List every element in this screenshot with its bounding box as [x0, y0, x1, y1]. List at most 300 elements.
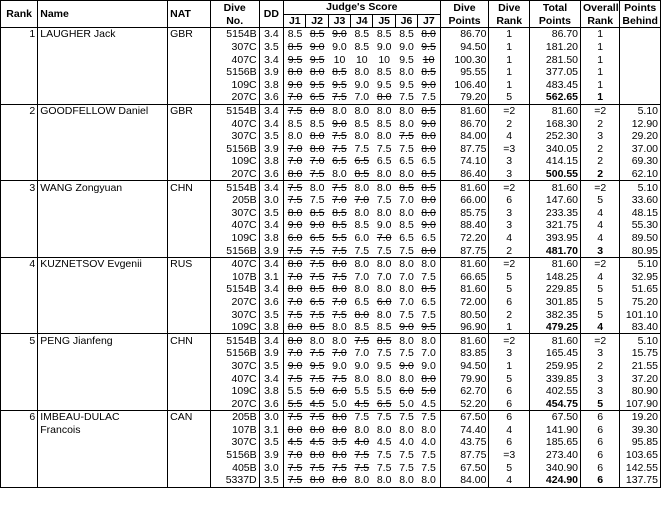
- judge-score-j6: 8.0: [399, 423, 414, 436]
- athlete-rank: 1: [1, 28, 38, 41]
- judge-score-j1: 8.0: [284, 321, 306, 334]
- athlete-nat: [168, 244, 211, 257]
- judge-score-j2: 8.5: [306, 28, 328, 41]
- athlete-name: [38, 79, 168, 92]
- judge-score-j5: 9.0: [376, 41, 392, 54]
- dive-number: 109C: [210, 155, 259, 168]
- dive-points: 84.00: [440, 474, 489, 487]
- degree-of-difficulty: 3.4: [259, 372, 283, 385]
- points-behind: 80.95: [620, 244, 661, 257]
- dive-rank: 4: [489, 130, 529, 143]
- points-behind: 89.50: [620, 232, 661, 245]
- judge-score-j2: 7.5: [306, 244, 328, 257]
- dive-points: 96.90: [440, 321, 489, 334]
- judge-score-j5: 7.5: [376, 347, 392, 360]
- dive-rank: 6: [489, 436, 529, 449]
- degree-of-difficulty: 3.0: [259, 461, 283, 474]
- table-row: [1, 244, 661, 257]
- athlete-nat: [168, 296, 211, 309]
- degree-of-difficulty: 3.4: [259, 53, 283, 66]
- dive-rank: =2: [489, 257, 529, 270]
- overall-rank: 1: [581, 53, 620, 66]
- judge-score-j4: 4.0: [354, 436, 370, 449]
- degree-of-difficulty: 3.4: [259, 117, 283, 130]
- dive-rank: 6: [489, 296, 529, 309]
- judge-score-j6: 8.0: [395, 104, 417, 117]
- header-j5: J5: [373, 14, 395, 28]
- judge-score-j1: 9.0: [284, 360, 306, 373]
- athlete-name: [38, 397, 168, 410]
- dive-points: 67.50: [440, 461, 489, 474]
- judge-score-j1: 7.0: [284, 270, 306, 283]
- points-behind: 37.00: [620, 143, 661, 156]
- judge-score-j5: 8.5: [373, 28, 395, 41]
- athlete-nat: [168, 207, 211, 220]
- judge-score-j3: 7.5: [332, 461, 347, 474]
- header-dive-no-2: No.: [210, 14, 259, 28]
- judge-score-j4: 7.5: [351, 411, 373, 424]
- judge-score-j2: 9.5: [309, 53, 325, 66]
- judge-score-j6: 7.5: [399, 461, 414, 474]
- dive-rank: 1: [489, 41, 529, 54]
- judge-score-j4: 7.0: [354, 347, 370, 360]
- header-j7: J7: [418, 14, 440, 28]
- degree-of-difficulty: 3.4: [259, 28, 283, 41]
- athlete-rank: [1, 219, 38, 232]
- dive-rank: 6: [489, 411, 529, 424]
- judge-score-j7: 8.5: [418, 66, 440, 79]
- table-row: [1, 194, 661, 207]
- points-behind: 95.85: [620, 436, 661, 449]
- judge-score-j2: 8.5: [309, 117, 325, 130]
- degree-of-difficulty: 3.8: [259, 79, 283, 92]
- header-overall-rank-1: Overall: [581, 1, 620, 15]
- header-j1: J1: [284, 14, 306, 28]
- dive-rank: 1: [489, 28, 529, 41]
- header-total-points-1: Total: [529, 1, 580, 15]
- judge-score-j2: 8.5: [309, 283, 325, 296]
- judge-score-j2: 7.5: [309, 372, 325, 385]
- judge-score-j1: 7.0: [284, 296, 306, 309]
- judge-score-j4: 8.0: [354, 283, 370, 296]
- judge-score-j6: 9.0: [395, 321, 417, 334]
- overall-rank: 1: [581, 41, 620, 54]
- total-points: 281.50: [529, 53, 580, 66]
- judge-score-j3: 7.5: [332, 130, 347, 143]
- dive-points: 87.75: [440, 244, 489, 257]
- athlete-name: [38, 143, 168, 156]
- judge-score-j7: 8.0: [418, 334, 440, 347]
- points-behind: 142.55: [620, 461, 661, 474]
- athlete-rank: [1, 424, 38, 437]
- judge-score-j4: 8.5: [351, 321, 373, 334]
- judge-score-j5: 8.0: [376, 423, 392, 436]
- dive-number: 107B: [210, 424, 259, 437]
- dive-rank: 5: [489, 91, 529, 104]
- header-j3: J3: [328, 14, 350, 28]
- dive-number: 5156B: [210, 143, 259, 156]
- overall-rank: 5: [581, 296, 620, 309]
- overall-rank: 5: [581, 194, 620, 207]
- judge-score-j6: 7.0: [399, 295, 414, 308]
- judge-score-j1: 7.5: [284, 181, 306, 194]
- dive-rank: =3: [489, 449, 529, 462]
- dive-rank: 5: [489, 270, 529, 283]
- header-points-behind-2: Behind: [620, 14, 661, 28]
- athlete-nat: [168, 308, 211, 321]
- judge-score-j1: 8.0: [284, 207, 306, 220]
- judge-score-j3: 5.0: [328, 397, 350, 410]
- judge-score-j3: 8.5: [332, 219, 347, 232]
- dive-rank: 6: [489, 194, 529, 207]
- judge-score-j7: 8.0: [418, 474, 440, 487]
- total-points: 562.65: [529, 91, 580, 104]
- judge-score-j6: 8.0: [395, 474, 417, 487]
- total-points: 321.75: [529, 219, 580, 232]
- dive-points: 72.00: [440, 296, 489, 309]
- athlete-rank: [1, 347, 38, 360]
- points-behind: 80.90: [620, 385, 661, 398]
- table-row: [1, 168, 661, 181]
- overall-rank: 1: [581, 66, 620, 79]
- judge-score-j6: 8.0: [399, 372, 414, 385]
- judge-score-j2: 8.0: [306, 104, 328, 117]
- overall-rank: 3: [581, 244, 620, 257]
- dive-rank: 1: [489, 321, 529, 334]
- judge-score-j6: 8.0: [395, 257, 417, 270]
- athlete-name: [38, 308, 168, 321]
- judge-score-j6: 7.5: [399, 449, 414, 462]
- judge-score-j6: 9.5: [399, 53, 414, 66]
- judge-score-j2: 6.5: [309, 295, 325, 308]
- total-points: 481.70: [529, 244, 580, 257]
- judge-score-j2: 7.5: [309, 194, 325, 207]
- judge-score-j5: 6.0: [376, 295, 392, 308]
- judge-score-j2: 8.0: [309, 449, 325, 462]
- points-behind: 5.10: [620, 104, 661, 117]
- judge-score-j7: 4.5: [418, 397, 440, 410]
- dive-points: 86.70: [440, 117, 489, 130]
- judge-score-j6: 8.5: [395, 28, 417, 41]
- total-points: 168.30: [529, 117, 580, 130]
- table-row: [1, 66, 661, 79]
- athlete-name: [38, 207, 168, 220]
- judge-score-j3: 8.0: [332, 449, 347, 462]
- dive-rank: =2: [489, 181, 529, 194]
- judge-score-j4: 8.5: [351, 168, 373, 181]
- judge-score-j7: 9.0: [418, 360, 440, 373]
- judge-score-j7: 7.0: [418, 347, 440, 360]
- athlete-nat: [168, 360, 211, 373]
- header-dive-points-1: Dive: [440, 1, 489, 15]
- athlete-nat: [168, 372, 211, 385]
- judge-score-j7: 8.0: [418, 372, 440, 385]
- dive-number: 205B: [210, 194, 259, 207]
- total-points: 233.35: [529, 207, 580, 220]
- athlete-rank: [1, 155, 38, 168]
- athlete-rank: [1, 53, 38, 66]
- points-behind: 19.20: [620, 411, 661, 424]
- judge-score-j1: 9.5: [284, 53, 306, 66]
- judge-score-j5: 8.0: [373, 474, 395, 487]
- judge-score-j4: 8.0: [354, 308, 370, 321]
- judge-score-j1: 8.5: [284, 117, 306, 130]
- athlete-name: WANG Zongyuan: [38, 181, 168, 194]
- overall-rank: 2: [581, 168, 620, 181]
- athlete-rank: [1, 397, 38, 410]
- table-row: [1, 79, 661, 92]
- judge-score-j7: 8.0: [418, 207, 440, 220]
- dive-points: 81.60: [440, 334, 489, 347]
- judge-score-j1: 8.0: [284, 334, 306, 347]
- dive-rank: =2: [489, 334, 529, 347]
- dive-points: 74.40: [440, 424, 489, 437]
- degree-of-difficulty: 3.1: [259, 270, 283, 283]
- points-behind: [620, 28, 661, 41]
- athlete-name: KUZNETSOV Evgenii: [38, 257, 168, 270]
- athlete-rank: [1, 130, 38, 143]
- athlete-nat: [168, 117, 211, 130]
- overall-rank: =2: [581, 181, 620, 194]
- table-row: [1, 91, 661, 104]
- athlete-rank: [1, 308, 38, 321]
- athlete-nat: [168, 436, 211, 449]
- dive-points: 94.50: [440, 41, 489, 54]
- table-row: [1, 334, 661, 347]
- dive-number: 407C: [210, 219, 259, 232]
- total-points: 424.90: [529, 474, 580, 487]
- judge-score-j5: 8.0: [376, 206, 392, 219]
- judge-score-j4: 6.5: [354, 155, 370, 168]
- athlete-nat: [168, 283, 211, 296]
- total-points: 483.45: [529, 79, 580, 92]
- dive-number: 307C: [210, 308, 259, 321]
- athlete-rank: 3: [1, 181, 38, 194]
- judge-score-j7: 9.0: [418, 79, 440, 92]
- dive-number: 109C: [210, 385, 259, 398]
- judge-score-j5: 6.5: [373, 397, 395, 410]
- total-points: 148.25: [529, 270, 580, 283]
- points-behind: [620, 79, 661, 92]
- dive-rank: 3: [489, 168, 529, 181]
- athlete-rank: [1, 283, 38, 296]
- dive-points: 86.70: [440, 28, 489, 41]
- judge-score-j5: 7.0: [376, 231, 392, 244]
- athlete-nat: [168, 194, 211, 207]
- points-behind: 69.30: [620, 155, 661, 168]
- header-rank: Rank: [1, 1, 38, 28]
- dive-rank: 1: [489, 66, 529, 79]
- judge-score-j6: 6.0: [399, 385, 414, 398]
- judge-score-j7: 6.5: [418, 296, 440, 309]
- athlete-rank: 6: [1, 411, 38, 424]
- total-points: 141.90: [529, 424, 580, 437]
- header-row-1: [1, 1, 661, 15]
- degree-of-difficulty: 3.4: [259, 334, 283, 347]
- points-behind: [620, 41, 661, 54]
- header-dive-rank-2: Rank: [489, 14, 529, 28]
- judge-score-j3: 8.0: [328, 321, 350, 334]
- dive-points: 62.70: [440, 385, 489, 398]
- header-judges-score: Judge's Score: [284, 1, 440, 15]
- total-points: 339.85: [529, 372, 580, 385]
- judge-score-j5: 7.5: [373, 411, 395, 424]
- judge-score-j5: 8.5: [373, 334, 395, 347]
- total-points: 181.20: [529, 41, 580, 54]
- dive-points: 83.85: [440, 347, 489, 360]
- judge-score-j1: 4.5: [284, 436, 306, 449]
- dive-rank: 1: [489, 79, 529, 92]
- header-j6: J6: [395, 14, 417, 28]
- judge-score-j2: 6.5: [309, 231, 325, 244]
- judge-score-j4: 8.0: [354, 423, 370, 436]
- judge-score-j7: 7.5: [418, 461, 440, 474]
- athlete-nat: [168, 91, 211, 104]
- athlete-nat: CHN: [168, 181, 211, 194]
- points-behind: 32.95: [620, 270, 661, 283]
- overall-rank: 6: [581, 424, 620, 437]
- judge-score-j5: 9.5: [376, 359, 392, 372]
- judge-score-j4: 7.5: [354, 449, 370, 462]
- overall-rank: 6: [581, 474, 620, 487]
- overall-rank: 4: [581, 232, 620, 245]
- header-dive-points-2: Points: [440, 14, 489, 28]
- athlete-rank: [1, 449, 38, 462]
- table-row: [1, 181, 661, 194]
- athlete-rank: [1, 168, 38, 181]
- judge-score-j7: 8.0: [418, 194, 440, 207]
- judge-score-j1: 8.5: [284, 41, 306, 54]
- judge-score-j2: 8.0: [309, 423, 325, 436]
- judge-score-j5: 8.5: [376, 66, 392, 79]
- overall-rank: 4: [581, 321, 620, 334]
- total-points: 382.35: [529, 308, 580, 321]
- judge-score-j5: 9.0: [376, 219, 392, 232]
- athlete-nat: [168, 41, 211, 54]
- athlete-nat: [168, 66, 211, 79]
- athlete-name: [38, 41, 168, 54]
- table-row: [1, 155, 661, 168]
- athlete-nat: CAN: [168, 411, 211, 424]
- dive-rank: 6: [489, 385, 529, 398]
- judge-score-j5: 8.0: [376, 130, 392, 143]
- table-row: [1, 296, 661, 309]
- degree-of-difficulty: 3.1: [259, 424, 283, 437]
- header-name: Name: [38, 1, 168, 28]
- dive-number: 109C: [210, 232, 259, 245]
- judge-score-j6: 8.5: [395, 181, 417, 194]
- table-row: [1, 347, 661, 360]
- table-row: [1, 411, 661, 424]
- athlete-name: [38, 347, 168, 360]
- judge-score-j5: 7.0: [376, 270, 392, 283]
- judge-score-j3: 8.0: [328, 411, 350, 424]
- header-nat: NAT: [168, 1, 211, 28]
- judge-score-j4: 7.0: [351, 91, 373, 104]
- judge-score-j1: 6.0: [284, 232, 306, 245]
- judge-score-j2: 5.0: [309, 385, 325, 398]
- dive-number: 207C: [210, 397, 259, 410]
- judge-score-j3: 9.0: [332, 359, 347, 372]
- overall-rank: 2: [581, 143, 620, 156]
- overall-rank: =2: [581, 257, 620, 270]
- degree-of-difficulty: 3.0: [259, 194, 283, 207]
- judge-score-j2: 6.5: [306, 91, 328, 104]
- overall-rank: 2: [581, 155, 620, 168]
- degree-of-difficulty: 3.9: [259, 449, 283, 462]
- judge-score-j6: 5.0: [395, 397, 417, 410]
- judge-score-j2: 4.5: [309, 436, 325, 449]
- athlete-name: [38, 91, 168, 104]
- judge-score-j7: 8.0: [418, 424, 440, 437]
- degree-of-difficulty: 3.6: [259, 397, 283, 410]
- judge-score-j4: 9.0: [354, 359, 370, 372]
- judge-score-j6: 8.0: [399, 117, 414, 130]
- dive-number: 205B: [210, 411, 259, 424]
- judge-score-j6: 6.5: [399, 155, 414, 168]
- athlete-name: [38, 461, 168, 474]
- athlete-name: GOODFELLOW Daniel: [38, 104, 168, 117]
- judge-score-j2: 7.5: [309, 270, 325, 283]
- table-row: [1, 207, 661, 220]
- total-points: 165.45: [529, 347, 580, 360]
- judge-score-j6: 9.0: [399, 41, 414, 54]
- judge-score-j4: 4.5: [351, 397, 373, 410]
- overall-rank: 5: [581, 308, 620, 321]
- header-total-points-2: Points: [529, 14, 580, 28]
- athlete-name: [38, 244, 168, 257]
- judge-score-j3: 3.5: [332, 436, 347, 449]
- athlete-nat: GBR: [168, 28, 211, 41]
- dive-points: 66.00: [440, 194, 489, 207]
- judge-score-j3: 7.0: [332, 347, 347, 360]
- judge-score-j1: 7.0: [284, 91, 306, 104]
- judge-score-j1: 7.5: [284, 461, 306, 474]
- dive-points: 87.75: [440, 449, 489, 462]
- table-row: [1, 270, 661, 283]
- dive-rank: 2: [489, 308, 529, 321]
- judge-score-j6: 8.0: [399, 283, 414, 296]
- dive-rank: 5: [489, 372, 529, 385]
- overall-rank: 1: [581, 91, 620, 104]
- points-behind: 33.60: [620, 194, 661, 207]
- judge-score-j3: 8.0: [328, 257, 350, 270]
- dive-number: 307C: [210, 41, 259, 54]
- judge-score-j1: 7.0: [284, 449, 306, 462]
- judge-score-j4: 7.0: [354, 194, 370, 207]
- judge-score-j2: 4.5: [306, 397, 328, 410]
- athlete-nat: [168, 79, 211, 92]
- athlete-rank: [1, 436, 38, 449]
- dive-number: 207C: [210, 91, 259, 104]
- dive-points: 88.40: [440, 219, 489, 232]
- judge-score-j3: 9.0: [332, 41, 347, 54]
- dive-points: 80.50: [440, 308, 489, 321]
- athlete-nat: [168, 449, 211, 462]
- points-behind: 15.75: [620, 347, 661, 360]
- judge-score-j4: 8.0: [354, 66, 370, 79]
- judge-score-j3: 7.5: [332, 308, 347, 321]
- dive-number: 407C: [210, 53, 259, 66]
- judge-score-j3: 9.5: [332, 78, 347, 91]
- athlete-nat: [168, 168, 211, 181]
- degree-of-difficulty: 3.4: [259, 104, 283, 117]
- athlete-rank: [1, 91, 38, 104]
- judge-score-j7: 5.0: [418, 385, 440, 398]
- judge-score-j4: 8.0: [351, 257, 373, 270]
- points-behind: 101.10: [620, 308, 661, 321]
- athlete-rank: 5: [1, 334, 38, 347]
